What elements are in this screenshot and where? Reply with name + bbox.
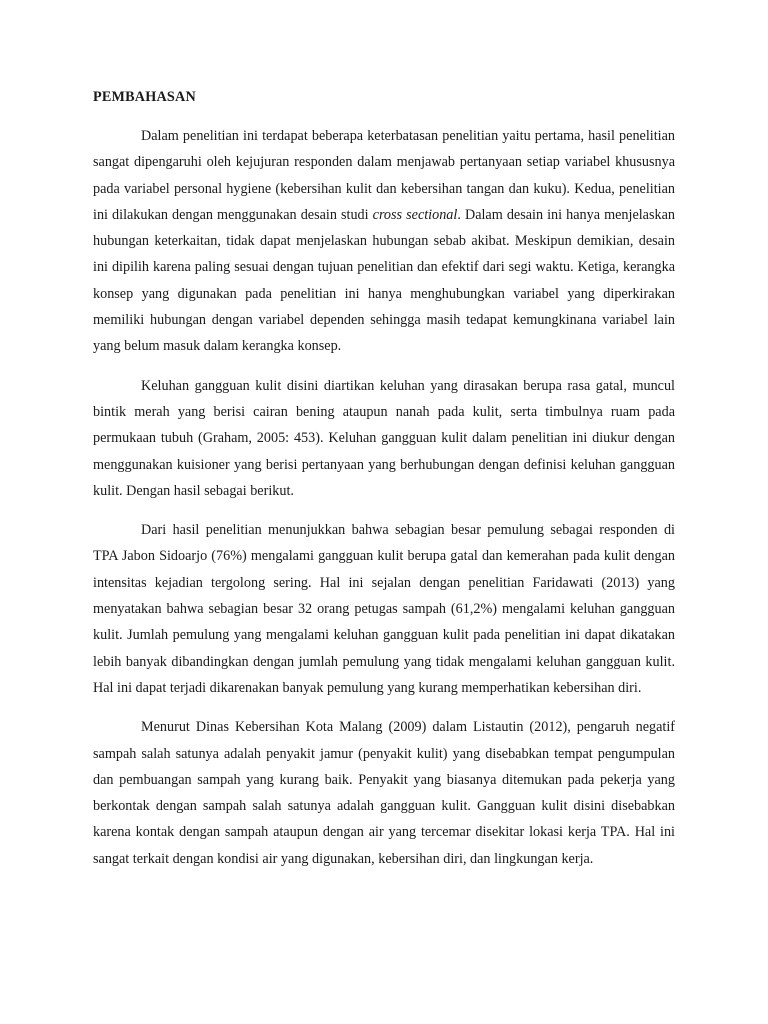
- document-page: [93, 84, 675, 885]
- section-heading: PEMBAHASAN: [93, 89, 196, 105]
- italic-term: cross sectional: [372, 206, 458, 223]
- paragraph-results: Dari hasil penelitian menunjukkan bahwa sebagian besar pemulung sebagai responden di TPA Jabon Sidoarjo (76%) mengalami gangguan kulit berupa gatal dan kemerahan pada kulit dengan intensitas kejadian tergolong sering. Hal ini sejalan dengan penelitian Faridawati (2013) yang menyatakan bahwa sebagian besar 32 orang petugas sampah (61,2%) mengalami keluhan gangguan kulit. Jumlah pemulung yang mengalami keluhan gangguan kulit pada penelitian ini dapat dikatakan lebih banyak dibandingkan dengan jumlah pemulung yang tidak mengalami keluhan gangguan kulit. Hal ini dapat terjadi dikarenakan banyak pemulung yang kurang memperhatikan kebersihan diri.: [93, 522, 675, 696]
- paragraph-text: . Dalam desain ini hanya menjelaskan hubungan keterkaitan, tidak dapat menjelaskan hubungan sebab akibat. Meskipun demikian, desain ini dipilih karena paling sesuai dengan tujuan penelitian dan efektif dari segi waktu. Ketiga, kerangka konsep yang digunakan pada penelitian ini hanya menghubungkan variabel yang diperkirakan memiliki hubungan dengan variabel dependen sehingga masih tedapat kemungkinana variabel lain yang belum masuk dalam kerangka konsep.: [93, 206, 675, 355]
- paragraph-limitations: [93, 123, 675, 360]
- paragraph-dinas-kebersihan: Menurut Dinas Kebersihan Kota Malang (2009) dalam Listautin (2012), pengaruh negatif sampah salah satunya adalah penyakit jamur (penyakit kulit) yang disebabkan tempat pengumpulan dan pembuangan sampah yang kurang baik. Penyakit yang biasanya ditemukan pada pekerja yang berkontak dengan sampah salah satunya adalah gangguan kulit. Gangguan kulit disini disebabkan karena kontak dengan sampah ataupun dengan air yang tercemar disekitar lokasi kerja TPA. Hal ini sangat terkait dengan kondisi air yang digunakan, kebersihan diri, dan lingkungan kerja.: [93, 719, 675, 867]
- paragraph-skin-complaints: Keluhan gangguan kulit disini diartikan keluhan yang dirasakan berupa rasa gatal, muncul bintik merah yang berisi cairan bening ataupun nanah pada kulit, serta timbulnya ruam pada permukaan tubuh (Graham, 2005: 453). Keluhan gangguan kulit dalam penelitian ini diukur dengan menggunakan kuisioner yang berisi pertanyaan yang berhubungan dengan definisi keluhan gangguan kulit. Dengan hasil sebagai berikut.: [93, 377, 675, 499]
- paragraph-text: Dalam penelitian ini terdapat beberapa keterbatasan penelitian yaitu pertama, hasil penelitian sangat dipengaruhi oleh kejujuran responden dalam menjawab pertanyaan setiap variabel khususnya pada variabel personal hygiene (kebersihan kulit dan kebersihan tangan dan kuku). Kedua, penelitian ini dilakukan dengan menggunakan desain studi: [93, 128, 675, 223]
